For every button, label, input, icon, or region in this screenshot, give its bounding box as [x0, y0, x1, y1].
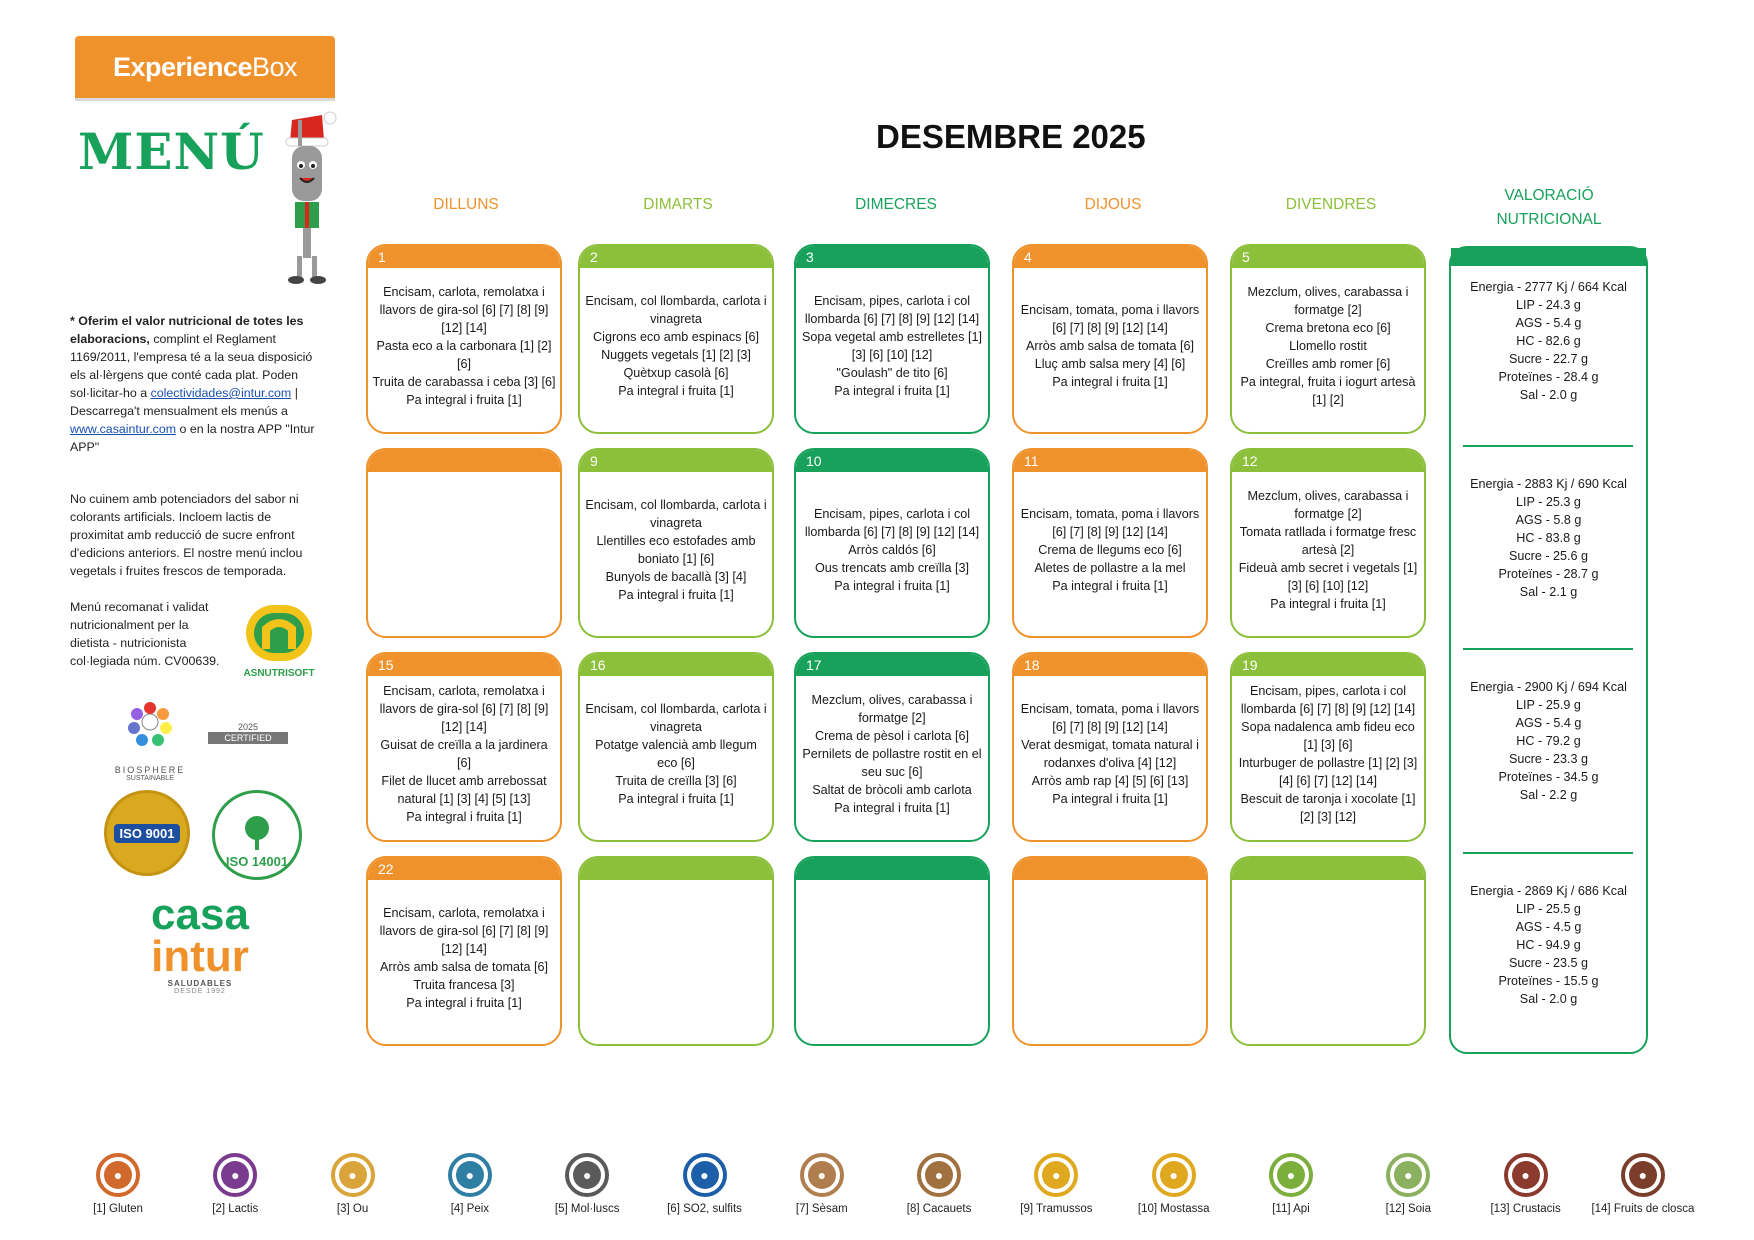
allergen-label: [13] Crustacis: [1490, 1203, 1561, 1215]
dish-line: Truita de creïlla [3] [6]: [615, 774, 737, 788]
nutrition-value: AGS - 5.8 g: [1515, 513, 1582, 527]
day-number: 22: [368, 858, 560, 880]
dish-line: Mezclum, olives, carabassa i formatge [2]: [811, 693, 973, 725]
dish-line: Mezclum, olives, carabassa i formatge [2]: [1247, 489, 1409, 521]
menu-day-cell: [1012, 856, 1208, 1046]
info-end: o en la nostra APP "Intur APP": [70, 422, 315, 454]
day-header-divendres: DIVENDRES: [1285, 196, 1377, 213]
dish-list: [372, 472, 556, 628]
dish-line: Arròs amb salsa de tomata [6]: [1026, 339, 1194, 353]
menu-day-cell: [1012, 244, 1208, 434]
dish-line: Crema de llegums eco [6]: [1038, 543, 1182, 557]
biosphere-text: BIOSPHERE: [114, 765, 186, 775]
celery-icon: ●: [1269, 1153, 1313, 1197]
valoracio-line1: VALORACIÓ: [1504, 187, 1594, 204]
nutrition-value: LIP - 25.9 g: [1516, 698, 1581, 712]
nutrition-value: HC - 94.9 g: [1516, 938, 1581, 952]
nutrition-info-text: [70, 312, 326, 456]
month-title: DESEMBRE 2025: [876, 118, 1146, 155]
dish-list: [584, 472, 768, 628]
dish-list: [800, 880, 984, 1036]
menu-day-cell: [1012, 448, 1208, 638]
dish-list: [1018, 472, 1202, 628]
dish-line: Verat desmigat, tomata natural i rodanxes d'oliva [4] [12]: [1021, 738, 1199, 770]
menu-day-cell: [1230, 448, 1426, 638]
certified-label: CERTIFIED: [208, 732, 288, 744]
dish-line: Encisam, col llombarda, carlota i vinagreta: [585, 294, 767, 326]
day-number: 2: [580, 246, 772, 268]
menu-day-cell: [578, 244, 774, 434]
menu-day-cell: [578, 856, 774, 1046]
day-number: 17: [796, 654, 988, 676]
dish-line: Encisam, pipes, carlota i col llombarda [6] [7] [8] [9] [12] [14]: [804, 294, 980, 326]
iso14001-text: ISO 14001: [225, 854, 289, 869]
nutrition-value: Sal - 2.0 g: [1519, 388, 1578, 402]
dish-line: "Goulash" de tito [6]: [836, 366, 948, 380]
intur-text: intur: [151, 932, 249, 981]
biosphere-logo: [110, 700, 190, 782]
dish-line: Pa integral i fruita [1]: [618, 384, 734, 398]
day-number: [580, 858, 772, 880]
dish-line: Pernilets de pollastre rostit en el seu suc [6]: [802, 747, 982, 779]
menu-day-cell: [578, 448, 774, 638]
day-number: 4: [1014, 246, 1206, 268]
nutrition-value: LIP - 25.3 g: [1516, 495, 1581, 509]
dish-list: [584, 676, 768, 832]
allergen-item: [527, 1153, 647, 1215]
nutrition-week: [1451, 278, 1646, 404]
day-number: 12: [1232, 450, 1424, 472]
allergen-label: [3] Ou: [336, 1203, 369, 1215]
dish-line: Encisam, carlota, remolatxa i llavors de gira-sol [6] [7] [8] [9] [12] [14]: [379, 684, 549, 734]
day-number: 3: [796, 246, 988, 268]
dish-list: [1236, 268, 1420, 424]
nutrition-week: [1451, 475, 1646, 601]
nutrition-value: AGS - 5.4 g: [1515, 716, 1582, 730]
menu-day-cell: [794, 448, 990, 638]
dish-line: Encisam, pipes, carlota i col llombarda [6] [7] [8] [9] [12] [14]: [1240, 684, 1416, 716]
dish-line: Nuggets vegetals [1] [2] [3]: [601, 348, 751, 362]
web-link[interactable]: www.casaintur.com: [70, 422, 177, 436]
menu-day-cell: [794, 856, 990, 1046]
dish-line: Lluç amb salsa mery [4] [6]: [1034, 357, 1186, 371]
dish-line: Encisam, carlota, remolatxa i llavors de gira-sol [6] [7] [8] [9] [12] [14]: [379, 285, 549, 335]
day-header-dimecres: DIMECRES: [855, 196, 937, 213]
nutrition-value: Proteïnes - 28.4 g: [1498, 370, 1599, 384]
dish-line: Encisam, carlota, remolatxa i llavors de gira-sol [6] [7] [8] [9] [12] [14]: [379, 906, 549, 956]
allergen-item: [996, 1153, 1116, 1215]
nutrition-separator: [1463, 648, 1633, 650]
cert-year: 2025: [237, 722, 259, 732]
nutrition-value: Proteïnes - 15.5 g: [1498, 974, 1599, 988]
menu-day-cell: [1012, 652, 1208, 842]
dish-list: [1018, 676, 1202, 832]
dish-line: Sopa vegetal amb estrelletes [1] [3] [6] [10] [12]: [802, 330, 982, 362]
dish-line: Arròs amb salsa de tomata [6]: [380, 960, 548, 974]
dish-line: Arròs amb rap [4] [5] [6] [13]: [1031, 774, 1189, 788]
nutrition-value: Energia - 2900 Kj / 694 Kcal: [1470, 680, 1627, 694]
allergen-label: [8] Cacauets: [906, 1203, 972, 1215]
nutrition-value: LIP - 25.5 g: [1516, 902, 1581, 916]
nutrition-value: HC - 82.6 g: [1516, 334, 1581, 348]
dish-line: Encisam, pipes, carlota i col llombarda [6] [7] [8] [9] [12] [14]: [804, 507, 980, 539]
dish-line: Llentilles eco estofades amb boniato [1] [6]: [596, 534, 756, 566]
dish-list: [372, 676, 556, 832]
dish-line: Filet de llucet amb arrebossat natural [1] [3] [4] [5] [13]: [381, 774, 547, 806]
dish-line: Bunyols de bacallà [3] [4]: [605, 570, 747, 584]
dish-line: Creïlles amb romer [6]: [1265, 357, 1391, 371]
dish-list: [372, 880, 556, 1036]
biosphere-icon: [110, 700, 190, 760]
brand-experience: Experience: [112, 51, 253, 82]
dish-line: Encisam, tomata, poma i llavors [6] [7] [8] [9] [12] [14]: [1020, 507, 1200, 539]
nutrition-value: AGS - 5.4 g: [1515, 316, 1582, 330]
dish-line: Sopa nadalenca amb fideu eco [1] [3] [6]: [1241, 720, 1415, 752]
dish-list: [584, 880, 768, 1036]
dish-line: Pa integral, fruita i iogurt artesà [1] [2]: [1240, 375, 1416, 407]
menu-day-cell: [578, 652, 774, 842]
allergen-item: [762, 1153, 882, 1215]
dish-line: Mezclum, olives, carabassa i formatge [2]: [1247, 285, 1409, 317]
day-number: 15: [368, 654, 560, 676]
casaintur-logo: [130, 890, 270, 995]
nutrition-value: HC - 79.2 g: [1516, 734, 1581, 748]
nutrition-value: Proteïnes - 28.7 g: [1498, 567, 1599, 581]
dish-line: Cigrons eco amb espinacs [6]: [593, 330, 759, 344]
dish-list: [1018, 268, 1202, 424]
allergen-item: [1114, 1153, 1234, 1215]
day-number: [1014, 858, 1206, 880]
dish-line: Crema bretona eco [6]: [1265, 321, 1391, 335]
allergen-item: [1583, 1153, 1703, 1215]
dish-line: Potatge valencià amb llegum eco [6]: [595, 738, 757, 770]
dish-list: [800, 472, 984, 628]
nutrition-value: Sucre - 23.5 g: [1508, 956, 1589, 970]
dish-line: Pa integral i fruita [1]: [618, 792, 734, 806]
nutrition-value: Sucre - 22.7 g: [1508, 352, 1589, 366]
dish-list: [800, 268, 984, 424]
dish-line: Encisam, col llombarda, carlota i vinagreta: [585, 702, 767, 734]
nutrition-value: AGS - 4.5 g: [1515, 920, 1582, 934]
biosphere-sub: SUSTAINABLE: [126, 775, 174, 782]
day-number: [1232, 858, 1424, 880]
dish-line: Crema de pèsol i carlota [6]: [815, 729, 969, 743]
nutrition-value: Energia - 2869 Kj / 686 Kcal: [1470, 884, 1627, 898]
day-number: 16: [580, 654, 772, 676]
info-rest: complint el Reglament 1169/2011, l'empresa té a la seua disposició els al·lèrgens que conté cada plat. Poden sol·licitar-ho a: [70, 332, 313, 400]
dish-line: Encisam, tomata, poma i llavors [6] [7] [8] [9] [12] [14]: [1020, 303, 1200, 335]
nutrition-value: HC - 83.8 g: [1516, 531, 1581, 545]
lupin-icon: ●: [1034, 1153, 1078, 1197]
dish-list: [372, 268, 556, 424]
dish-line: Fideuà amb secret i vegetals [1] [3] [6] [10] [12]: [1238, 561, 1418, 593]
dish-line: Pa integral i fruita [1]: [834, 579, 950, 593]
menu-day-cell: [366, 448, 562, 638]
asnutrisoft-icon: [242, 603, 316, 663]
allergen-label: [1] Gluten: [93, 1203, 143, 1215]
allergen-label: [6] SO2, sulfits: [667, 1203, 742, 1215]
casa-text: casa: [151, 890, 249, 939]
experiencebox-logo: [75, 36, 335, 98]
certified-badge: [208, 722, 288, 744]
menu-day-cell: [1230, 652, 1426, 842]
dish-line: Saltat de bròcoli amb carlota: [812, 783, 972, 797]
dish-line: Pa integral i fruita [1]: [1052, 375, 1168, 389]
dish-line: Truita de carabassa i ceba [3] [6]: [372, 375, 556, 389]
nutrition-value: LIP - 24.3 g: [1516, 298, 1581, 312]
mustard-icon: ●: [1152, 1153, 1196, 1197]
nutrition-panel: [1449, 246, 1648, 1054]
day-number: 19: [1232, 654, 1424, 676]
brand-box: Box: [252, 51, 298, 82]
allergen-label: [11] Api: [1272, 1203, 1310, 1215]
menu-day-cell: [366, 652, 562, 842]
day-number: 10: [796, 450, 988, 472]
wheat-icon: ●: [96, 1153, 140, 1197]
allergen-item: [175, 1153, 295, 1215]
fish-icon: ●: [448, 1153, 492, 1197]
allergen-label: [2] Lactis: [212, 1203, 259, 1215]
nutrition-value: Sal - 2.1 g: [1519, 585, 1578, 599]
dish-line: Pa integral i fruita [1]: [406, 996, 522, 1010]
allergen-label: [10] Mostassa: [1137, 1203, 1210, 1215]
info-sep: | Descarrega't mensualment els menús a: [70, 386, 298, 418]
dish-list: [584, 268, 768, 424]
menu-day-cell: [366, 856, 562, 1046]
allergen-item: [410, 1153, 530, 1215]
sesame-icon: ●: [800, 1153, 844, 1197]
asnutrisoft-text: ASNUTRISOFT: [243, 668, 315, 679]
day-number: [368, 450, 560, 472]
allergen-label: [14] Fruits de closca: [1591, 1203, 1695, 1215]
iso9001-text: ISO 9001: [114, 824, 181, 843]
dish-line: Pa integral i fruita [1]: [618, 588, 734, 602]
nut-icon: ●: [1621, 1153, 1665, 1197]
allergen-label: [5] Mol·luscs: [554, 1203, 620, 1215]
menu-day-cell: [366, 244, 562, 434]
dish-line: Inturbuger de pollastre [1] [2] [3] [4] [6] [7] [12] [14]: [1238, 756, 1418, 788]
menu-day-cell: [794, 652, 990, 842]
dish-list: [1018, 880, 1202, 1036]
nutrition-value: Energia - 2777 Kj / 664 Kcal: [1470, 280, 1627, 294]
dish-line: Pa integral i fruita [1]: [1052, 579, 1168, 593]
dish-line: Encisam, tomata, poma i llavors [6] [7] [8] [9] [12] [14]: [1020, 702, 1200, 734]
sulphite-icon: ●: [683, 1153, 727, 1197]
day-number: 11: [1014, 450, 1206, 472]
nutrition-week: [1451, 678, 1646, 804]
menu-day-cell: [1230, 244, 1426, 434]
milk-icon: ●: [213, 1153, 257, 1197]
dish-line: Quètxup casolà [6]: [623, 366, 729, 380]
dish-line: Ous trencats amb creïlla [3]: [815, 561, 969, 575]
valoracio-header: [1449, 184, 1649, 232]
dish-list: [1236, 880, 1420, 1036]
nutrition-value: Sal - 2.0 g: [1519, 992, 1578, 1006]
dish-line: Pa integral i fruita [1]: [406, 393, 522, 407]
day-header-dilluns: DILLUNS: [433, 196, 499, 213]
dish-line: Bescuit de taronja i xocolate [1] [2] [3] [12]: [1240, 792, 1416, 824]
day-number: [796, 858, 988, 880]
nutrition-value: Energia - 2883 Kj / 690 Kcal: [1470, 477, 1627, 491]
asnutrisoft-logo: [242, 603, 316, 679]
allergen-item: [879, 1153, 999, 1215]
dish-list: [1236, 472, 1420, 628]
dish-line: Pa integral i fruita [1]: [834, 384, 950, 398]
info-bold: * Oferim el valor nutricional de totes les elaboracions,: [70, 314, 304, 346]
allergen-label: [7] Sèsam: [795, 1203, 848, 1215]
nutrition-value: Sal - 2.2 g: [1519, 788, 1578, 802]
allergen-item: [293, 1153, 413, 1215]
day-header-dijous: DIJOUS: [1084, 196, 1142, 213]
dish-line: Aletes de pollastre a la mel: [1034, 561, 1186, 575]
allergen-item: [58, 1153, 178, 1215]
allergen-label: [4] Peix: [450, 1203, 490, 1215]
menu-day-cell: [794, 244, 990, 434]
dietitian-text: Menú recomanat i validat nutricionalment per la dietista - nutricionista col·legiada núm. CV00639.: [70, 600, 220, 668]
dish-line: Pa integral i fruita [1]: [406, 810, 522, 824]
dish-line: Pa integral i fruita [1]: [1052, 792, 1168, 806]
allergen-item: [1466, 1153, 1586, 1215]
allergen-label: [9] Tramussos: [1020, 1203, 1093, 1215]
nutrition-separator: [1463, 445, 1633, 447]
allergen-label: [12] Soia: [1385, 1203, 1431, 1215]
dish-line: Llomello rostit: [1289, 339, 1367, 353]
egg-icon: ●: [331, 1153, 375, 1197]
day-header-dimarts: DIMARTS: [643, 196, 713, 213]
desde-text: DESDE 1992: [174, 988, 226, 995]
nutrition-value: Sucre - 23.3 g: [1508, 752, 1589, 766]
dish-list: [800, 676, 984, 832]
menu-title: MENÚ: [78, 122, 265, 181]
day-number: 1: [368, 246, 560, 268]
dish-line: Pasta eco a la carbonara [1] [2] [6]: [376, 339, 552, 371]
soy-icon: ●: [1386, 1153, 1430, 1197]
menu-day-cell: [1230, 856, 1426, 1046]
allergen-item: [1231, 1153, 1351, 1215]
saludables-text: SALUDABLES: [167, 979, 233, 988]
ingredients-text: No cuinem amb potenciadors del sabor ni colorants artificials. Incloem lactis de proximitat amb reducció de sucre enfront d'edicions anteriors. El nostre menú inclou vegetals i fruites frescos de temporada.: [70, 492, 303, 578]
dish-line: Guisat de creïlla a la jardinera [6]: [380, 738, 548, 770]
dish-line: Pa integral i fruita [1]: [834, 801, 950, 815]
nutrition-week: [1451, 882, 1646, 1008]
dish-line: Arròs caldós [6]: [848, 543, 936, 557]
dish-line: Tomata ratllada i formatge fresc artesà [2]: [1239, 525, 1417, 557]
nutrition-value: Proteïnes - 34.5 g: [1498, 770, 1599, 784]
crustacean-icon: ●: [1504, 1153, 1548, 1197]
shell-icon: ●: [565, 1153, 609, 1197]
nutrition-value: Sucre - 25.6 g: [1508, 549, 1589, 563]
nutrition-separator: [1463, 852, 1633, 854]
dish-line: Encisam, col llombarda, carlota i vinagreta: [585, 498, 767, 530]
day-number: 5: [1232, 246, 1424, 268]
email-link[interactable]: colectividades@intur.com: [150, 386, 292, 400]
dish-line: Truita francesa [3]: [413, 978, 515, 992]
iso9001-logo: [104, 790, 190, 876]
nutrition-panel-bar: [1451, 248, 1646, 266]
iso14001-logo: [212, 790, 302, 880]
day-number: 18: [1014, 654, 1206, 676]
allergen-item: [645, 1153, 765, 1215]
day-number: 9: [580, 450, 772, 472]
dish-list: [1236, 676, 1420, 832]
valoracio-line2: NUTRICIONAL: [1496, 211, 1602, 228]
peanut-icon: ●: [917, 1153, 961, 1197]
dish-line: Pa integral i fruita [1]: [1270, 597, 1386, 611]
allergen-item: [1348, 1153, 1468, 1215]
tree-icon: [237, 814, 277, 854]
fork-mascot-icon: [272, 110, 342, 290]
